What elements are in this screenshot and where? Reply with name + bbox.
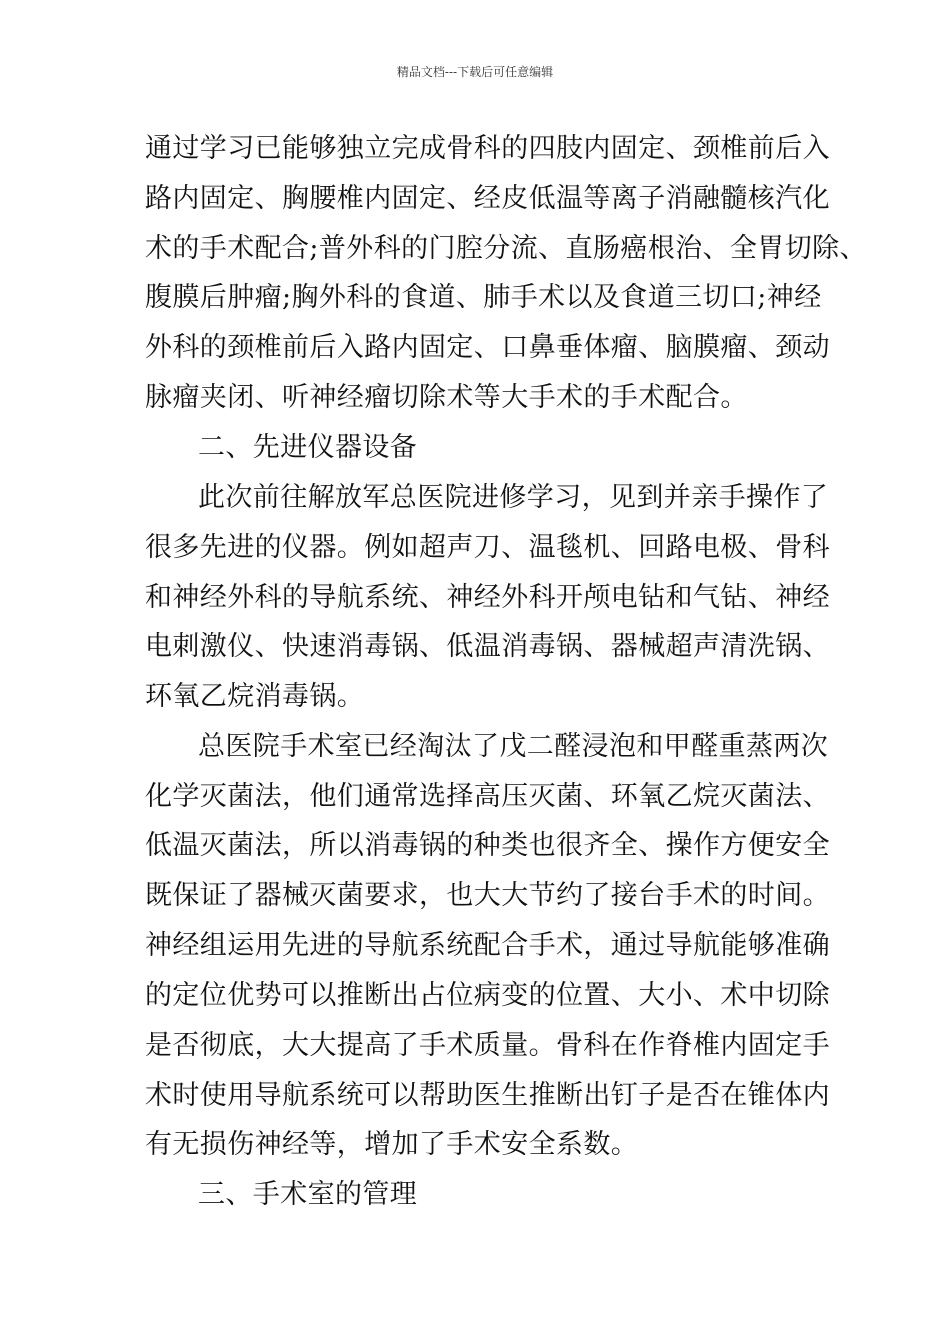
body-text-line: 腹膜后肿瘤;胸外科的食道、肺手术以及食道三切口;神经 (145, 282, 822, 313)
section-heading: 二、先进仪器设备 (198, 432, 418, 463)
body-text-line: 通过学习已能够独立完成骨科的四肢内固定、颈椎前后入 (145, 133, 830, 164)
paragraph-first-line: 总医院手术室已经淘汰了戊二醛浸泡和甲醛重蒸两次 (198, 731, 829, 762)
body-text-line: 有无损伤神经等，增加了手术安全系数。 (145, 1129, 639, 1160)
body-text-line: 外科的颈椎前后入路内固定、口鼻垂体瘤、脑膜瘤、颈动 (145, 332, 830, 363)
body-text-line: 术的手术配合;普外科的门腔分流、直肠癌根治、全胃切除、 (145, 233, 867, 264)
body-text-line: 电刺激仪、快速消毒锅、低温消毒锅、器械超声清洗锅、 (145, 631, 830, 662)
paragraph-first-line: 此次前往解放军总医院进修学习，见到并亲手操作了 (198, 482, 829, 513)
body-text-line: 低温灭菌法，所以消毒锅的种类也很齐全、操作方便安全 (145, 830, 830, 861)
body-text-line: 脉瘤夹闭、听神经瘤切除术等大手术的手术配合。 (145, 382, 748, 413)
body-text-line: 和神经外科的导航系统、神经外科开颅电钻和气钻、神经 (145, 582, 830, 613)
body-text-line: 神经组运用先进的导航系统配合手术，通过导航能够准确 (145, 930, 830, 961)
body-text-line: 很多先进的仪器。例如超声刀、温毯机、回路电极、骨科 (145, 532, 830, 563)
body-text-line: 化学灭菌法，他们通常选择高压灭菌、环氧乙烷灭菌法、 (145, 781, 830, 812)
body-text-line: 既保证了器械灭菌要求，也大大节约了接台手术的时间。 (145, 880, 830, 911)
section-heading: 三、手术室的管理 (198, 1179, 418, 1210)
body-text-line: 路内固定、胸腰椎内固定、经皮低温等离子消融髓核汽化 (145, 183, 830, 214)
body-text-line: 术时使用导航系统可以帮助医生推断出钉子是否在锥体内 (145, 1080, 830, 1111)
page-header: 精品文档---下载后可任意编辑 (396, 65, 554, 79)
body-text-line: 环氧乙烷消毒锅。 (145, 681, 365, 712)
body-text-line: 的定位优势可以推断出占位病变的位置、大小、术中切除 (145, 980, 830, 1011)
body-text-line: 是否彻底，大大提高了手术质量。骨科在作脊椎内固定手 (145, 1030, 830, 1061)
